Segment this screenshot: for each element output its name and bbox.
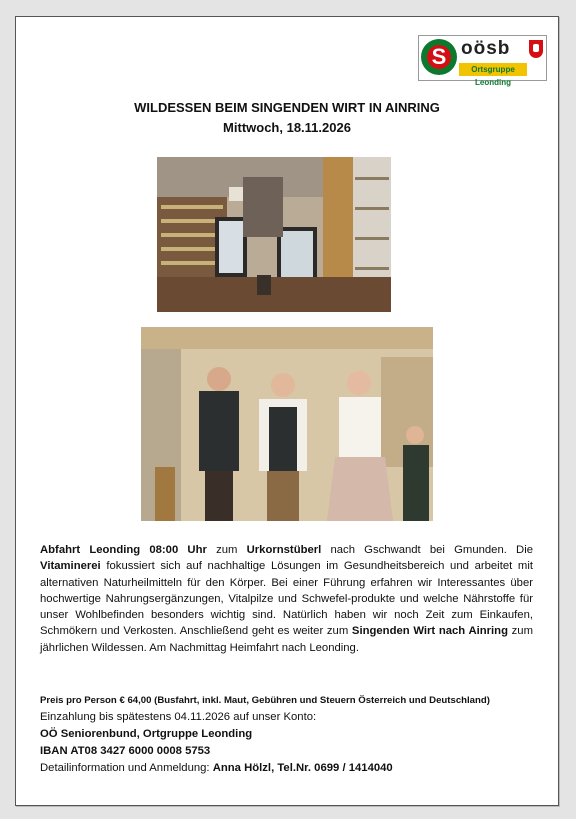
oesb-logo <box>418 35 547 87</box>
contact-line: Detailinformation und Anmeldung: Anna Hölzl, Tel.Nr. 0699 / 1414040 <box>40 762 393 774</box>
iban: IBAN AT08 3427 6000 0008 5753 <box>40 745 211 757</box>
price-line: Preis pro Person € 64,00 (Busfahrt, inkl. Maut, Gebühren und Steuern Österreich und Deutschland) <box>40 695 490 706</box>
payment-deadline: Einzahlung bis spätestens 04.11.2026 auf unser Konto: <box>40 711 317 723</box>
event-description: Abfahrt Leonding 08:00 Uhr zum Urkornstüberl nach Gschwandt bei Gmunden. Die Vitaminerei fokussiert sich auf nachhaltige Lösungen im Gesundheitsbereich und arbeitet mit alternativen Naturheilmitteln für den Körper. Bei einer Führung erfahren wir Interessantes über hochwertige Nahrungsergänzungen, Vitalpilze und Schwefel-produkte und welche Nährstoffe für unser Wohlbefinden besonders wichtig sind. Natürlich haben wir noch Zeit zum Einkaufen, Schmökern und Verkosten. Anschließend geht es weiter zum Singenden Wirt nach Ainring zum jährlichen Wildessen. Am Nachmittag Heimfahrt nach Leonding. <box>40 544 534 654</box>
coat-of-arms-icon <box>529 40 543 58</box>
logo-initial: S <box>431 44 447 69</box>
logo-brand: oösb <box>461 38 511 59</box>
flyer-page <box>15 16 559 806</box>
shop-interior-photo <box>157 157 391 312</box>
logo-ring-icon <box>421 39 457 75</box>
event-title: WILDESSEN BEIM SINGENDEN WIRT IN AINRING <box>134 100 440 115</box>
contact-person: Anna Hölzl, Tel.Nr. 0699 / 1414040 <box>212 762 393 774</box>
account-name: OÖ Seniorenbund, Ortgruppe Leonding <box>40 728 253 740</box>
logo-subtitle: Ortsgruppe Leonding <box>459 63 527 76</box>
event-date: Mittwoch, 18.11.2026 <box>223 120 351 135</box>
singing-host-photo <box>141 327 433 521</box>
